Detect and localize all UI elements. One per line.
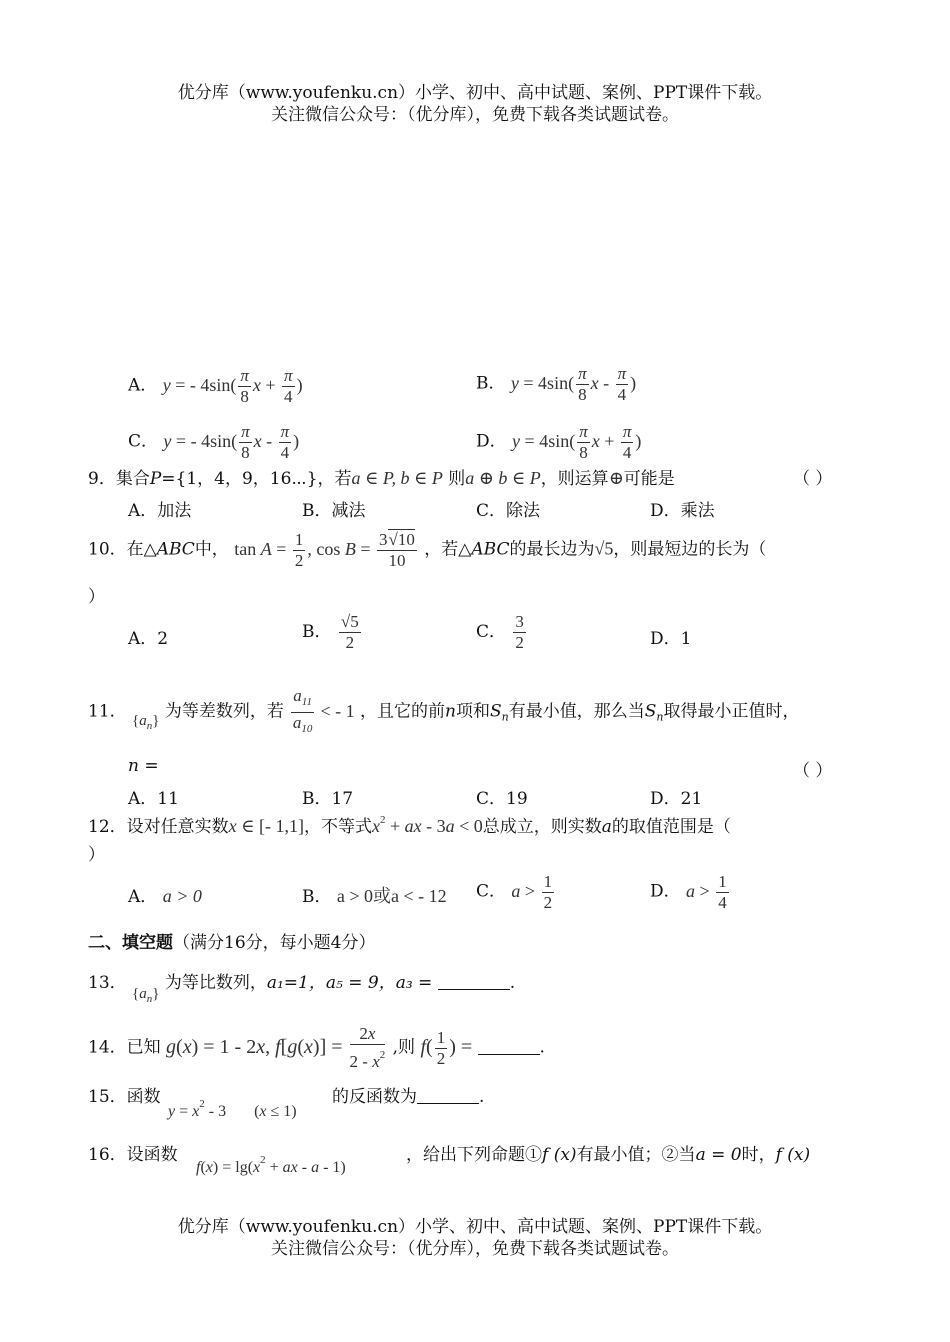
q13-answer-blank[interactable] xyxy=(438,973,510,990)
q12-d-label: D． xyxy=(650,881,681,902)
q9-stem-2: ={1，4，9，16⋯}，若 xyxy=(161,469,352,489)
q10-option-d: D．1 xyxy=(650,629,692,649)
q12-c-label: C． xyxy=(476,881,507,902)
q9-stem xyxy=(88,464,675,489)
q15-answer-blank[interactable] xyxy=(417,1087,479,1104)
q11-stem-5: 取得最小正值时， xyxy=(663,701,800,722)
q15-tail-text xyxy=(332,1082,484,1107)
section-title: 二、填空题 xyxy=(88,933,173,953)
q10-stem-5: ，则最短边的长为（ xyxy=(613,539,767,560)
q15-stem-2: 的反函数为 xyxy=(332,1087,417,1107)
q14-stem-2: ,则 xyxy=(392,1037,416,1058)
q11-option-b: B．17 xyxy=(302,789,354,809)
q16-fx-2: f (x) xyxy=(775,1145,811,1165)
q14-stem-1: 14．已知 xyxy=(88,1037,161,1058)
q9-stem-3: 则 xyxy=(448,469,466,489)
q11-stem-1: 为等差数列，若 xyxy=(164,701,284,722)
q16-fx: f (x) xyxy=(542,1145,577,1165)
q12-range: x ∈ [- 1,1] xyxy=(228,816,304,836)
q10-stem xyxy=(88,530,766,571)
q14-ask: f( $\frac{1}{2}$ ) = xyxy=(420,1027,473,1068)
q12-stem-1: 12．设对任意实数 xyxy=(88,817,229,837)
q9-condition: a ∈ P, b ∈ P xyxy=(351,468,443,488)
q10-paren-close: ） xyxy=(88,587,105,607)
q11-ratio: $\frac{a_{11}}{a_{10}}$ < - 1 xyxy=(292,686,355,735)
q11-answer-paren: （ ） xyxy=(793,761,833,781)
q16-a0: a = 0 xyxy=(695,1145,742,1165)
q16-stem-1: 16．设函数 xyxy=(88,1145,178,1165)
q12-d-value: a > $\frac{1}{4}$ xyxy=(686,872,727,912)
page-header-line2: 关注微信公众号：（优分库），免费下载各类试题试卷。 xyxy=(271,105,679,125)
q11-stem-4: 有最小值，那么当 xyxy=(508,701,645,722)
q8-b-expr: y = 4sin( $\frac{\pi}{8}$ x - $\frac{\pi}{4}$ ) xyxy=(510,364,637,404)
q11-stem-2: ，且它的前 xyxy=(360,701,446,722)
q14-expr: g(x) = 1 - 2x, f[g(x)] = $\frac{2x}{2 - x^2}$ xyxy=(166,1024,386,1071)
q10-stem-2: 中， xyxy=(194,539,229,560)
page-footer-line2: 关注微信公众号：（优分库），免费下载各类试题试卷。 xyxy=(271,1239,679,1259)
q10-triangle: ABC xyxy=(156,539,195,560)
q8-c-expr: y = - 4sin( $\frac{\pi}{8}$ x - $\frac{\pi}{4}$ ) xyxy=(163,422,300,462)
q9-option-a: A．加法 xyxy=(128,501,192,521)
q11-stem-3: 项和 xyxy=(455,701,490,722)
q8-option-c xyxy=(128,422,299,463)
q13-sequence: $\{a_n\}$ xyxy=(132,986,160,1005)
q14-answer-blank[interactable] xyxy=(478,1038,540,1055)
q8-b-label: B． xyxy=(476,373,506,394)
q10-c-value: $\frac{3}{2}$ xyxy=(515,612,524,652)
q11-s-2: S xyxy=(644,701,657,722)
q10-trig: tan A = $\frac{1}{2}$ , cos B = $\frac{3√10}{10}$ xyxy=(234,530,415,570)
page-footer-line1: 优分库（www.youfenku.cn）小学、初中、高中试题、案例、PPT课件下载。 xyxy=(177,1217,773,1237)
q14-tail: . xyxy=(539,1037,545,1058)
q16-stem-2: ，给出下列命题① xyxy=(406,1145,542,1165)
q11-s: S xyxy=(489,701,502,722)
q10-stem-1: 10．在△ xyxy=(88,539,157,560)
q12-a-value: a > 0 xyxy=(162,886,202,906)
q8-option-b xyxy=(476,364,636,405)
q9-operator: ⊕ xyxy=(608,468,624,488)
q9-option-c: C．除法 xyxy=(476,501,541,521)
q9-option-b: B．减法 xyxy=(302,501,366,521)
q9-result: a ⊕ b ∈ P xyxy=(465,468,541,488)
page-header-line1: 优分库（www.youfenku.cn）小学、初中、高中试题、案例、PPT课件下载。 xyxy=(177,83,773,103)
q13-tail: . xyxy=(509,973,516,993)
q16-stem-start xyxy=(88,1140,178,1165)
q11-sequence: $\{a_n\}$ xyxy=(132,712,160,732)
q14-stem xyxy=(88,1024,545,1072)
section-fill-in-title xyxy=(88,928,375,953)
q8-d-label: D． xyxy=(476,431,507,452)
q12-paren-close: ） xyxy=(88,845,105,865)
q12-a: a xyxy=(601,817,612,837)
q9-stem-4: ，则运算 xyxy=(540,469,609,489)
q13-stem xyxy=(88,968,515,1005)
q13-number: 13． xyxy=(88,973,127,993)
q10-b-label: B． xyxy=(302,622,332,642)
q16-stem-3: 有最小值；②当 xyxy=(576,1145,696,1165)
q12-option-c xyxy=(476,872,556,913)
q10-c-label: C． xyxy=(476,622,507,642)
q12-stem-3: 总成立，则实数 xyxy=(482,817,602,837)
q10-triangle-2: ABC xyxy=(471,539,510,560)
q15-stem-1: 15．函数 xyxy=(88,1087,161,1107)
q12-option-a xyxy=(128,882,202,907)
q11-number: 11． xyxy=(88,701,127,722)
q12-b-label: B． xyxy=(302,887,332,907)
q8-a-label: A． xyxy=(128,375,158,396)
q16-expr: $f(x) = \lg(x^2$ + ax - a - 1) xyxy=(196,1154,346,1176)
q9-stem-1: 9．集合 xyxy=(88,469,150,489)
q11-n: n xyxy=(445,701,456,722)
q9-set-p: P xyxy=(149,469,162,489)
q11-option-d: D．21 xyxy=(650,789,703,809)
q13-a5: a₅ = 9， xyxy=(325,973,396,993)
q12-stem-4: 的取值范围是（ xyxy=(611,817,731,837)
q8-a-expr: y = - 4sin( $\frac{\pi}{8}$ x + $\frac{\pi}{4}$ ) xyxy=(162,366,303,406)
q11-option-a: A．11 xyxy=(128,789,179,809)
q12-stem-2: ，不等式 xyxy=(303,817,372,837)
section-note: （满分16分，每小题4分） xyxy=(173,933,376,953)
q16-stem-4: 时， xyxy=(741,1145,776,1165)
q15-expr: $y = x^2 - 3$ (x ≤ 1) xyxy=(168,1098,297,1120)
q10-stem-3: ，若△ xyxy=(424,539,472,560)
q13-a3: a₃ = xyxy=(395,973,433,993)
q11-n-equals: n = xyxy=(128,756,159,776)
q12-a-label: A． xyxy=(128,887,158,907)
q10-b-value: $\frac{√5}{2}$ xyxy=(340,612,359,652)
q15-stem xyxy=(88,1082,161,1107)
q8-d-expr: y = 4sin( $\frac{\pi}{8}$ x + $\frac{\pi}{4}$ ) xyxy=(512,422,642,462)
q12-stem xyxy=(88,812,731,837)
q10-option-a: A．2 xyxy=(128,629,169,649)
q11-stem: 11． $\{a_n\}$ 为等差数列，若 $\frac{a_{11}}{a_{10}}$ < - 1 ，且它的前n项和$S_n$有最小值，那么当$S_n$取得最小正值时， xyxy=(88,686,800,735)
q12-c-value: a > $\frac{1}{2}$ xyxy=(511,872,553,912)
q10-option-c xyxy=(476,612,528,653)
q8-option-a xyxy=(128,366,303,407)
q13-a1: a₁=1， xyxy=(266,973,326,993)
q10-option-b xyxy=(302,612,363,653)
q11-option-c: C．19 xyxy=(476,789,528,809)
q12-option-d xyxy=(650,872,731,913)
q8-option-d xyxy=(476,422,641,463)
q13-stem-1: 为等比数列， xyxy=(164,973,267,993)
q12-inequality: $x^2$ + ax - 3a < 0 xyxy=(371,814,483,836)
q12-b-value: a > 0或a < - 12 xyxy=(336,886,447,906)
q10-stem-4: 的最长边为 xyxy=(509,539,595,560)
q16-stem-rest xyxy=(406,1140,810,1165)
q9-answer-paren: （ ） xyxy=(793,469,833,489)
q9-stem-5: 可能是 xyxy=(623,469,675,489)
q15-tail: . xyxy=(479,1087,485,1107)
q10-longest-side: √5 xyxy=(594,538,614,559)
q9-option-d: D．乘法 xyxy=(650,501,715,521)
q12-option-b xyxy=(302,882,447,908)
q8-c-label: C． xyxy=(128,431,159,452)
